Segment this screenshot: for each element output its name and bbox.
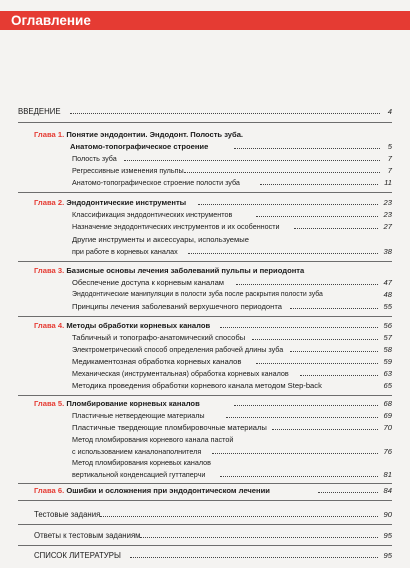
toc-item[interactable]: Пластичные нетвердеющие материалы 69 — [72, 411, 392, 420]
toc-item[interactable]: Другие инструменты и аксессуары, используемые — [72, 235, 249, 244]
toc-entry-answers[interactable]: Ответы к тестовым заданиям 95 — [34, 531, 392, 540]
divider — [18, 483, 392, 484]
toc-item-line2[interactable]: с использованием каналонаполнителя 76 — [72, 447, 392, 456]
toc-item[interactable]: Классификация эндодонтических инструментов 23 — [72, 210, 392, 219]
toc-item[interactable]: Эндодонтические манипуляции в полости зуба после раскрытия полости зуба 48 — [72, 290, 392, 299]
divider — [18, 395, 392, 396]
toc-chapter-4[interactable]: Глава 4. Методы обработки корневых каналов 56 — [34, 321, 392, 330]
toc-item[interactable]: Анатомо-топографическое строение полости зуба 11 — [72, 178, 392, 187]
toc-item[interactable]: Механическая (инструментальная) обработка корневых каналов 63 — [72, 369, 392, 378]
toc-item[interactable]: Обеспечение доступа к корневым каналам 47 — [72, 278, 392, 287]
toc-chapter-5[interactable]: Глава 5. Пломбирование корневых каналов 68 — [34, 399, 392, 408]
toc-chapter-2[interactable]: Глава 2. Эндодонтические инструменты 23 — [34, 198, 392, 207]
toc-entry-tests[interactable]: Тестовые задания 90 — [34, 510, 392, 519]
toc-item-line2[interactable]: при работе в корневых каналах 38 — [72, 247, 392, 256]
toc-item[interactable]: Метод пломбирования корневого канала пастой — [72, 435, 234, 444]
divider — [18, 316, 392, 317]
toc-item[interactable]: Медикаментозная обработка корневых каналов 59 — [72, 357, 392, 366]
toc-item[interactable]: Назначение эндодонтических инструментов и их особенности 27 — [72, 222, 392, 231]
divider — [18, 122, 392, 123]
divider — [18, 545, 392, 546]
divider — [18, 192, 392, 193]
divider — [18, 524, 392, 525]
toc-entry-references[interactable]: СПИСОК ЛИТЕРАТУРЫ 95 — [34, 551, 392, 560]
toc-item[interactable]: Табличный и топографо-анатомический способы 57 — [72, 333, 392, 342]
toc-item[interactable]: Методика проведения обработки корневого канала методом Step-back 65 — [72, 381, 392, 390]
toc-item[interactable]: Электрометрический способ определения рабочей длины зуба 58 — [72, 345, 392, 354]
toc-item[interactable]: Принципы лечения заболеваний верхушечного периодонта 55 — [72, 302, 392, 311]
divider — [18, 261, 392, 262]
toc-chapter-3[interactable]: Глава 3. Базисные основы лечения заболеваний пульпы и периодонта — [34, 266, 305, 275]
toc-item[interactable]: Пластичные твердеющие пломбировочные материалы 70 — [72, 423, 392, 432]
toc-item[interactable]: Полость зуба 7 — [72, 154, 392, 163]
toc-item[interactable]: Регрессивные изменения пульпы 7 — [72, 166, 392, 175]
toc-chapter-6[interactable]: Глава 6. Ошибки и осложнения при эндодонтическом лечении 84 — [34, 486, 392, 495]
toc-chapter-1[interactable]: Глава 1. Понятие эндодонтии. Эндодонт. Полость зуба. — [34, 130, 244, 139]
toc-chapter-1-line2[interactable]: Анатомо-топографическое строение 5 — [70, 142, 392, 151]
toc-item-line2[interactable]: вертикальной конденсацией гуттаперчи 81 — [72, 470, 392, 479]
toc-entry-intro[interactable]: ВВЕДЕНИЕ 4 — [18, 107, 392, 116]
divider — [18, 500, 392, 501]
page-title: Оглавление — [11, 13, 91, 28]
toc-item[interactable]: Метод пломбирования корневых каналов — [72, 458, 211, 467]
